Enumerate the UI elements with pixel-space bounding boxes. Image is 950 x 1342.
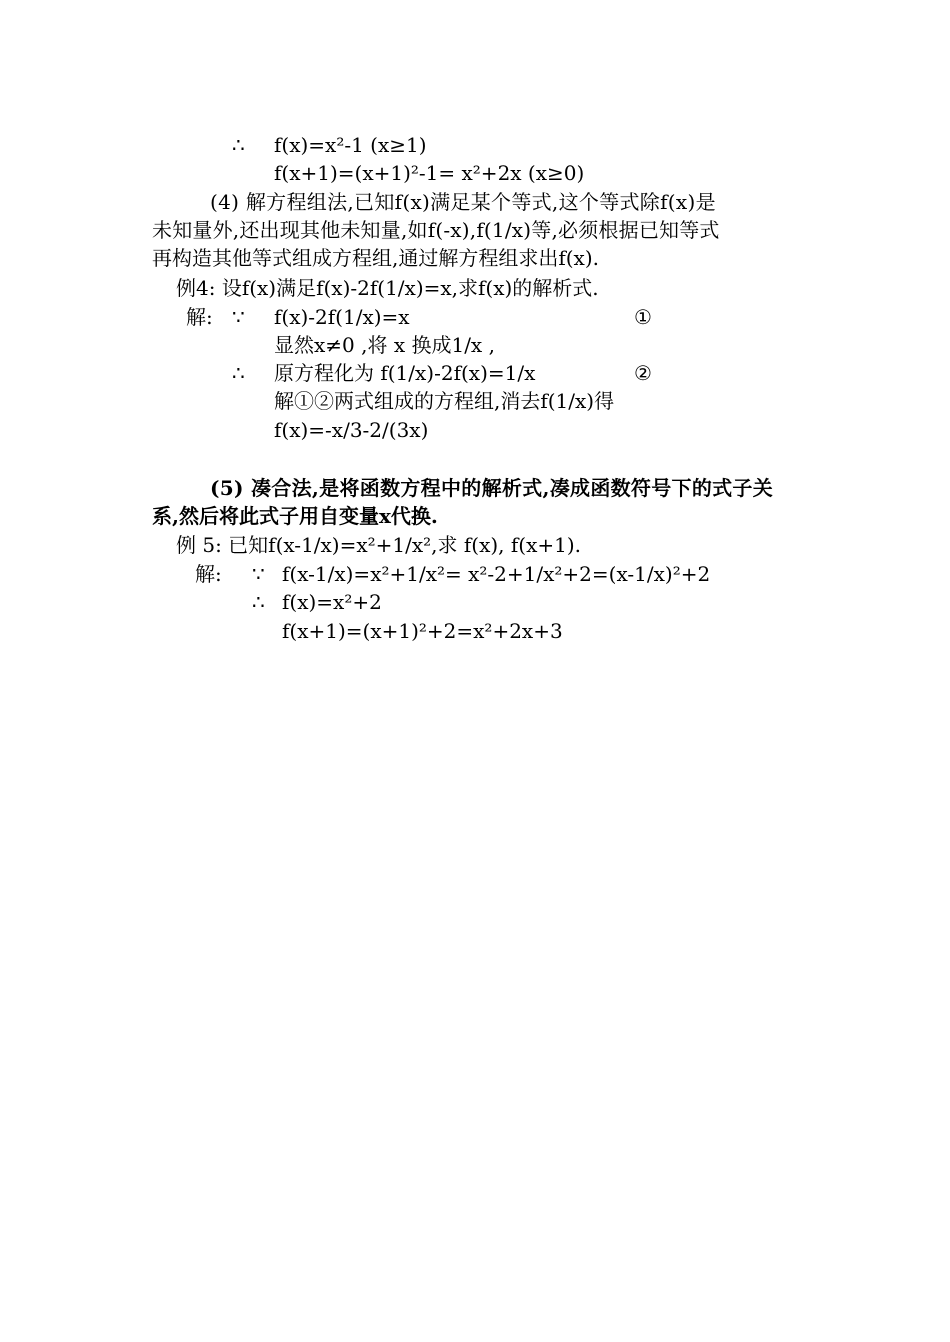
paragraph-line: (4) 解方程组法,已知f(x)满足某个等式,这个等式除f(x)是: [210, 190, 716, 214]
example-heading: 例 5: 已知f(x-1/x)=x²+1/x²,求 f(x), f(x+1).: [176, 533, 582, 557]
equation-line: 显然x≠0 ,将 x 换成1/x ,: [274, 333, 495, 357]
equation-line: f(x+1)=(x+1)²-1= x²+2x (x≥0): [274, 161, 585, 185]
equation-line: f(x)=x²+2: [282, 590, 382, 614]
therefore-symbol: ∴: [232, 361, 245, 385]
therefore-symbol: ∴: [252, 590, 265, 614]
equation-number: ②: [634, 361, 652, 385]
example-heading: 例4: 设f(x)满足f(x)-2f(1/x)=x,求f(x)的解析式.: [176, 276, 599, 300]
paragraph-line: 系,然后将此式子用自变量x代换.: [152, 504, 438, 528]
equation-line: f(x+1)=(x+1)²+2=x²+2x+3: [282, 619, 563, 643]
solution-label: 解:: [186, 305, 213, 329]
solution-label: 解:: [195, 562, 222, 586]
equation-line: 解①②两式组成的方程组,消去f(1/x)得: [274, 389, 615, 413]
paragraph-line: 再构造其他等式组成方程组,通过解方程组求出f(x).: [152, 246, 600, 270]
equation-number: ①: [634, 305, 652, 329]
paragraph-line: (5) 凑合法,是将函数方程中的解析式,凑成函数符号下的式子关: [210, 476, 774, 500]
equation-line: f(x-1/x)=x²+1/x²= x²-2+1/x²+2=(x-1/x)²+2: [282, 562, 711, 586]
equation-line: 原方程化为 f(1/x)-2f(x)=1/x: [274, 361, 536, 385]
equation-line: f(x)=-x/3-2/(3x): [274, 418, 429, 442]
equation-line: f(x)-2f(1/x)=x: [274, 305, 410, 329]
because-symbol: ∵: [232, 305, 245, 329]
therefore-symbol: ∴: [232, 133, 245, 157]
because-symbol: ∵: [252, 562, 265, 586]
paragraph-line: 未知量外,还出现其他未知量,如f(-x),f(1/x)等,必须根据已知等式: [152, 218, 720, 242]
equation-line: f(x)=x²-1 (x≥1): [274, 133, 427, 157]
